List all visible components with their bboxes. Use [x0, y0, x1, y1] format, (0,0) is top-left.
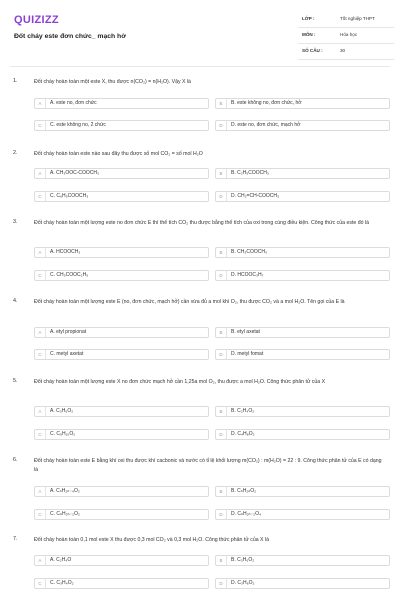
option-letter: D — [216, 271, 227, 280]
option-a[interactable] — [34, 247, 209, 258]
option-c[interactable] — [34, 349, 209, 360]
option-letter: B — [216, 556, 227, 565]
option-letter: A — [35, 328, 46, 337]
option-c[interactable] — [34, 509, 209, 520]
question-number: 2. — [13, 150, 18, 156]
option-c[interactable] — [34, 120, 209, 131]
option-d[interactable] — [215, 509, 390, 520]
option-letter: B — [216, 169, 227, 178]
option-c[interactable] — [34, 191, 209, 202]
question-number: 6. — [13, 457, 18, 463]
option-letter: D — [216, 430, 227, 439]
option-b[interactable] — [215, 168, 390, 179]
question-text: Đốt cháy hoàn toàn một lượng este no đơn chức E thì thể tích CO₂ thu được bằng thể tích của oxi trong cùng điều kiện. Công thức của este đó là — [34, 220, 369, 226]
question-number: 5. — [13, 378, 18, 384]
option-letter: A — [35, 248, 46, 257]
option-letter: D — [216, 510, 227, 519]
meta-label: LỚP : — [302, 16, 315, 21]
option-text: B. CH₃COOCH₃ — [231, 249, 268, 255]
meta-value: 30 — [340, 48, 346, 53]
option-text: B. C₂H₄O₂ — [231, 408, 255, 414]
option-text: D. este no, đơn chức, mạch hở — [231, 122, 301, 128]
option-text: A. C₃H₆O₂ — [50, 408, 74, 414]
question-number: 7. — [13, 536, 18, 542]
option-a[interactable] — [34, 168, 209, 179]
option-letter: C — [35, 430, 46, 439]
option-d[interactable] — [215, 349, 390, 360]
question-text: Đốt cháy hoàn toàn este nào sau đây thu được số mol CO₂ = số mol H₂O — [34, 151, 203, 157]
option-d[interactable] — [215, 120, 390, 131]
option-d[interactable] — [215, 578, 390, 589]
option-text: B. C₃H₆O₂ — [231, 557, 255, 563]
option-b[interactable] — [215, 98, 390, 109]
question-number: 1. — [13, 78, 18, 84]
question-number: 3. — [13, 219, 18, 225]
question-text: Đốt cháy hoàn toàn một lượng este X no đơn chức mạch hở cần 1,25a mol O₂, thu được a mol H₂O. Công thức phân tử của X — [34, 379, 326, 385]
option-text: C. CH₃COOC₂H₅ — [50, 272, 89, 278]
option-letter: B — [216, 328, 227, 337]
meta-label: SỐ CÂU : — [302, 48, 323, 53]
option-letter: A — [35, 487, 46, 496]
option-letter: C — [35, 192, 46, 201]
option-text: B. C₂H₅COOCH₃ — [231, 170, 269, 176]
option-a[interactable] — [34, 555, 209, 566]
option-text: D. C₃H₆O₂ — [231, 580, 255, 586]
question-text: Đốt cháy hoàn toàn một lượng este E (no, đơn chức, mạch hở) cần vừa đủ a mol khí O₂, thu được CO₂ và a mol H₂O. Tên gọi của E là — [34, 299, 345, 305]
question-number: 4. — [13, 298, 18, 304]
option-text: C. CₙH₂ₙ₋₂O₂ — [50, 511, 80, 517]
option-letter: D — [216, 579, 227, 588]
option-letter: D — [216, 192, 227, 201]
question-text: Đốt cháy hoàn toàn 0,1 mol este X thu được 0,3 mol CO₂ và 0,3 mol H₂O. Công thức phân tử của X là — [34, 537, 269, 543]
header-divider — [10, 66, 390, 67]
option-text: D. C₄H₈O₂ — [231, 431, 255, 437]
option-text: C. C₃H₄O₂ — [50, 580, 74, 586]
option-text: A. CH₃OOC-COOCH₃ — [50, 170, 100, 176]
option-text: C. este không no, 2 chức — [50, 122, 106, 128]
worksheet-header — [0, 0, 400, 66]
meta-info — [298, 14, 394, 62]
option-c[interactable] — [34, 429, 209, 440]
option-text: A. etyl propionat — [50, 329, 87, 335]
option-text: D. CₙH₂ₙ₋₂O₄ — [231, 511, 262, 517]
option-b[interactable] — [215, 406, 390, 417]
option-letter: C — [35, 271, 46, 280]
quizizz-logo: QUIZIZZ — [14, 14, 59, 26]
option-text: C. C₅H₁₀O₂ — [50, 431, 76, 437]
option-d[interactable] — [215, 270, 390, 281]
option-c[interactable] — [34, 270, 209, 281]
meta-label: MÔN : — [302, 32, 316, 37]
option-letter: A — [35, 99, 46, 108]
option-letter: D — [216, 350, 227, 359]
meta-value: Hóa học — [340, 32, 358, 37]
option-letter: A — [35, 169, 46, 178]
option-text: B. este không no, đơn chức, hở — [231, 100, 302, 106]
page-title: Đốt cháy este đơn chức_ mạch hở — [14, 33, 127, 40]
option-text: D. CH₂=CH-COOCH₃ — [231, 193, 280, 199]
option-b[interactable] — [215, 327, 390, 338]
option-letter: B — [216, 407, 227, 416]
option-a[interactable] — [34, 98, 209, 109]
option-letter: B — [216, 99, 227, 108]
option-text: D. metyl fomat — [231, 351, 264, 357]
option-letter: A — [35, 556, 46, 565]
option-b[interactable] — [215, 247, 390, 258]
meta-row-class — [298, 14, 394, 28]
option-b[interactable] — [215, 486, 390, 497]
option-text: A. HCOOCH₃ — [50, 249, 81, 255]
option-text: D. HCOOC₃H₇ — [231, 272, 264, 278]
option-letter: C — [35, 510, 46, 519]
option-b[interactable] — [215, 555, 390, 566]
option-letter: B — [216, 487, 227, 496]
option-c[interactable] — [34, 578, 209, 589]
option-letter: A — [35, 407, 46, 416]
question-text: Đốt cháy hoàn toàn este E bằng khí oxi thu được khí cacbonic và nước có tỉ lệ khối lượng m(CO₂) : m(H₂O) = 22 : 9. Công thức phân tử của E có dạng là — [34, 458, 382, 473]
option-letter: B — [216, 248, 227, 257]
option-text: B. etyl axetat — [231, 329, 260, 335]
option-letter: C — [35, 121, 46, 130]
option-text: A. CₙH₂ₙ₋₄O₂ — [50, 488, 80, 494]
question-text: Đốt cháy hoàn toàn một este X, thu được n(CO₂) = n(H₂O). Vậy X là — [34, 79, 191, 85]
option-text: A. este no, đơn chức — [50, 100, 97, 106]
option-letter: C — [35, 579, 46, 588]
option-letter: D — [216, 121, 227, 130]
meta-row-count — [298, 46, 394, 60]
option-a[interactable] — [34, 406, 209, 417]
option-letter: C — [35, 350, 46, 359]
option-text: B. CₙH₂ₙO₂ — [231, 488, 257, 494]
option-text: A. C₂H₄O — [50, 557, 72, 563]
option-a[interactable] — [34, 327, 209, 338]
option-text: C. C₆H₅COOCH₃ — [50, 193, 89, 199]
meta-value: Tốt nghiệp THPT — [340, 16, 375, 21]
option-d[interactable] — [215, 429, 390, 440]
option-a[interactable] — [34, 486, 209, 497]
option-d[interactable] — [215, 191, 390, 202]
option-text: C. metyl axetat — [50, 351, 84, 357]
meta-row-subject — [298, 30, 394, 44]
